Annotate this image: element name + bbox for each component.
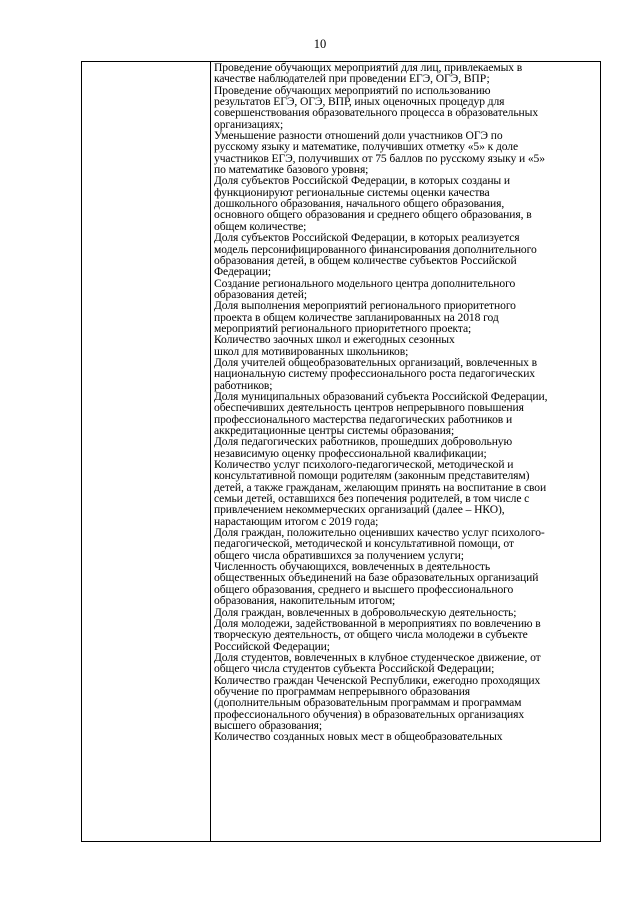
text-line: проекта в общем количестве запланированных на 2018 год xyxy=(214,310,499,324)
text-line: образования, накопительным итогом; xyxy=(214,594,396,608)
text-line: педагогической, методической и консультативной помощи, от xyxy=(214,537,514,551)
text-line: Уменьшение разности отношений доли участников ОГЭ по xyxy=(214,129,503,143)
indicators-text xyxy=(211,62,600,841)
text-line: Численность обучающихся, вовлеченных в деятельность xyxy=(214,560,491,574)
text-line: Создание регионального модельного центра дополнительного xyxy=(214,276,516,290)
text-line: высшего образования; xyxy=(214,718,323,732)
right-cell xyxy=(211,62,601,842)
text-line: профессионального обучения) в образовательных организациях xyxy=(214,707,525,721)
text-line: (дополнительным образовательным программам и программам xyxy=(214,696,522,710)
text-line: Количество услуг психолого-педагогической, методической и xyxy=(214,458,514,472)
text-line: Доля граждан, положительно оценивших качество услуг психолого- xyxy=(214,526,545,540)
text-line: образования детей; xyxy=(214,287,307,301)
text-line: национальную систему профессионального роста педагогических xyxy=(214,367,536,381)
text-line: Доля учителей общеобразовательных организаций, вовлеченных в xyxy=(214,355,538,369)
text-line: модель персонифицированного финансирования дополнительного xyxy=(214,242,537,256)
text-line: Доля молодежи, задействованной в мероприятиях по вовлечению в xyxy=(214,616,541,630)
text-line: Российской Федерации; xyxy=(214,639,330,653)
text-line: Доля субъектов Российской Федерации, в которых созданы и xyxy=(214,174,511,188)
text-line: семьи детей, оставшихся без попечения родителей, в том числе с xyxy=(214,492,530,506)
indicators-table xyxy=(81,61,601,842)
text-line: русскому языку и математике, получивших отметку «5» к доле xyxy=(214,140,519,154)
text-line: общего образования, среднего и высшего профессионального xyxy=(214,582,514,596)
text-line: организациях; xyxy=(214,117,284,131)
text-line: функционируют региональные системы оценки качества xyxy=(214,185,490,199)
text-line: независимую оценку профессиональной квалификации; xyxy=(214,446,487,460)
text-line: основного общего образования и среднего общего образования, в xyxy=(214,208,532,222)
text-line: Доля субъектов Российской Федерации, в которых реализуется xyxy=(214,231,520,245)
text-line: Доля муниципальных образований субъекта Российской Федерации, xyxy=(214,389,548,403)
text-line: общем количестве; xyxy=(214,219,307,233)
text-line: школ для мотивированных школьников; xyxy=(214,344,409,358)
text-line: результатов ЕГЭ, ОГЭ, ВПР, иных оценочных процедур для xyxy=(214,95,505,109)
text-line: привлечением некоммерческих организаций (далее – НКО), xyxy=(214,503,505,517)
text-line: обеспечивших деятельность центров непрерывного повышения xyxy=(214,401,524,415)
text-line: Федерации; xyxy=(214,265,271,279)
text-line: Доля граждан, вовлеченных в добровольческую деятельность; xyxy=(214,605,517,619)
text-line: мероприятий регионального приоритетного проекта; xyxy=(214,321,472,335)
page-number: 10 xyxy=(313,37,327,51)
text-line: Количество граждан Чеченской Республики, ежегодно проходящих xyxy=(214,673,541,687)
text-line: совершенствования образовательного процесса в образовательных xyxy=(214,106,539,120)
text-line: общественных объединений на базе образовательных организаций xyxy=(214,571,539,585)
text-line: аккредитационные центры системы образования; xyxy=(214,424,455,437)
text-line: общего числа обратившихся за получением услуги; xyxy=(214,548,464,562)
text-line: Доля студентов, вовлеченных в клубное студенческое движение, от xyxy=(214,650,541,664)
text-line: нарастающим итогом с 2019 года; xyxy=(214,514,379,528)
text-line: Проведение обучающих мероприятий для лиц, привлекаемых в xyxy=(214,62,523,74)
text-line: детей, а также гражданам, желающим принять на воспитание в свои xyxy=(214,480,547,494)
text-line: дошкольного образования, начального общего образования, xyxy=(214,197,505,211)
left-cell xyxy=(82,62,211,842)
text-line: творческую деятельность, от общего числа молодежи в субъекте xyxy=(214,628,528,642)
text-line: Количество созданных новых мест в общеобразовательных xyxy=(214,730,503,744)
text-line: профессионального мастерства педагогических работников и xyxy=(214,412,513,426)
text-line: участников ЕГЭ, получивших от 75 баллов по русскому языку и «5» xyxy=(214,151,545,165)
text-line: Доля выполнения мероприятий регионального приоритетного xyxy=(214,299,516,313)
text-line: консультативной помощи родителям (законным представителям) xyxy=(214,469,530,483)
text-line: работников; xyxy=(214,378,273,392)
text-line: Доля педагогических работников, прошедших добровольную xyxy=(214,435,513,449)
table-row xyxy=(82,62,601,842)
text-line: качестве наблюдателей при проведении ЕГЭ, ОГЭ, ВПР; xyxy=(214,72,490,86)
text-line: Количество заочных школ и ежегодных сезонных xyxy=(214,333,455,347)
text-line: по математике базового уровня; xyxy=(214,163,369,177)
text-line: Проведение обучающих мероприятий по использованию xyxy=(214,83,491,97)
text-line: обучение по программам непрерывного образования xyxy=(214,684,471,698)
text-line: общего числа студентов субъекта Российской Федерации; xyxy=(214,662,495,676)
text-line: образования детей, в общем количестве субъектов Российской xyxy=(214,253,517,267)
